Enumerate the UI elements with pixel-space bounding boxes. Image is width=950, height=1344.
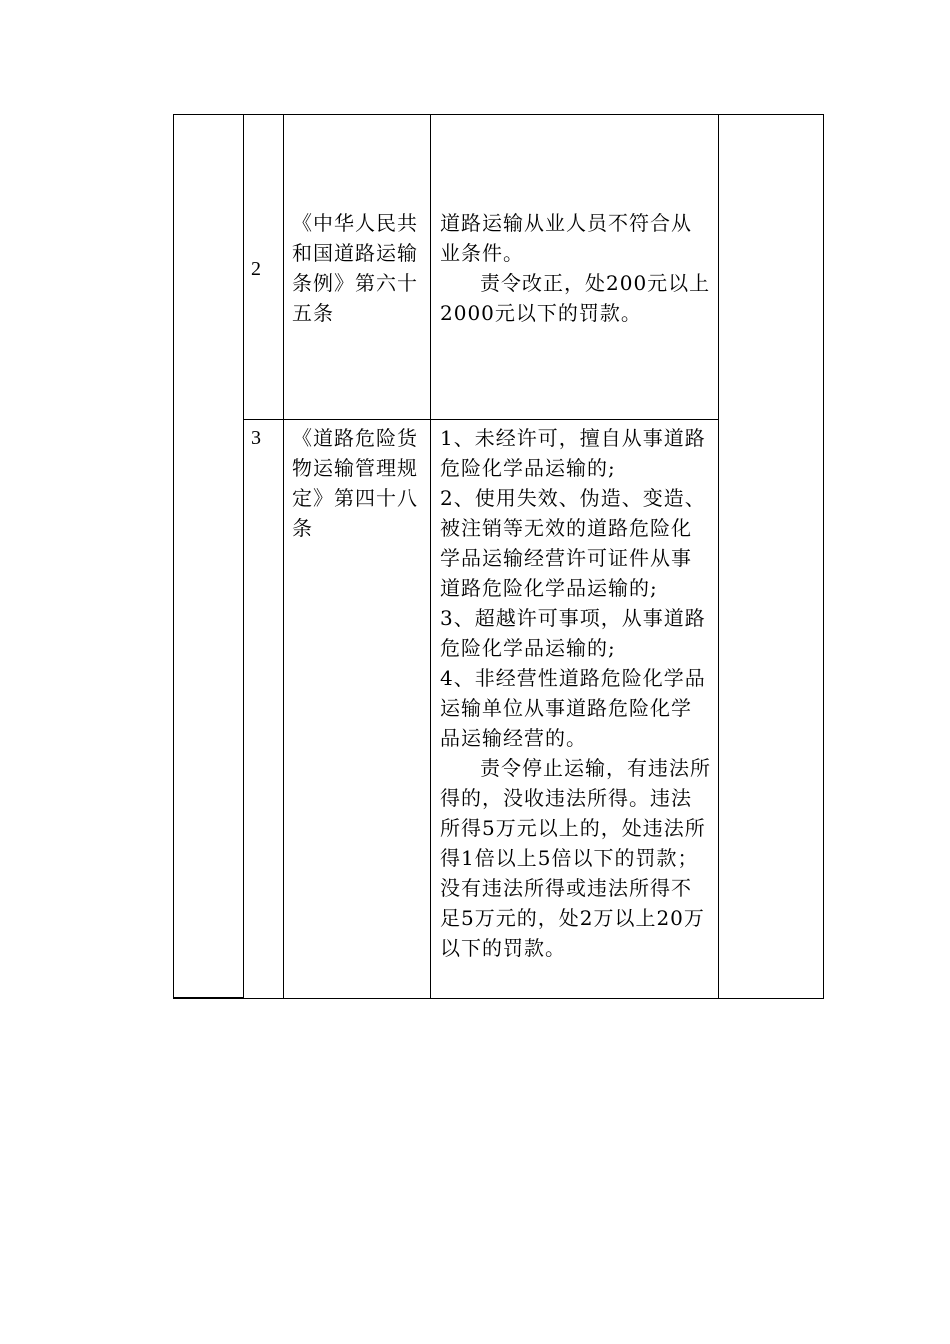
- violation-item-3: 3、超越许可事项，从事道路危险化学品运输的;: [440, 606, 706, 660]
- legal-basis: 《中华人民共和国道路运输条例》第六十五条: [292, 211, 418, 325]
- col-border-3: [430, 114, 431, 999]
- penalty-text: 责令改正，处200元以上2000元以下的罚款。: [440, 271, 711, 325]
- col-border-left: [173, 114, 174, 999]
- violation-item-2: 2、使用失效、伪造、变造、被注销等无效的道路危险化学品运输经营许可证件从事道路危险化学品运输的;: [440, 486, 706, 600]
- col-border-2: [283, 114, 284, 999]
- table-top-border: [173, 114, 824, 115]
- legal-basis: 《道路危险货物运输管理规定》第四十八条: [292, 426, 418, 540]
- row-divider: [243, 419, 719, 420]
- violation-and-penalty: [440, 423, 712, 963]
- row-seq-number: 2: [251, 258, 261, 280]
- table-bottom-border: [243, 998, 824, 999]
- col-border-right: [823, 114, 824, 999]
- col-border-1: [243, 114, 244, 999]
- penalty-text: 责令停止运输，有违法所得的，没收违法所得。违法所得5万元以上的，处违法所得1倍以上5倍以下的罚款；没有违法所得或违法所得不足5万元的，处2万以上20万以下的罚款。: [440, 756, 711, 960]
- col-border-4: [718, 114, 719, 999]
- violation-item-1: 1、未经许可，擅自从事道路危险化学品运输的;: [440, 426, 706, 480]
- violation-and-penalty: [440, 208, 712, 328]
- table-bottom-border-left: [173, 997, 244, 999]
- violation-item-4: 4、非经营性道路危险化学品运输单位从事道路危险化学品运输经营的。: [440, 666, 706, 750]
- violation-text: 道路运输从业人员不符合从业条件。: [440, 211, 692, 265]
- row-seq-number: 3: [251, 427, 261, 449]
